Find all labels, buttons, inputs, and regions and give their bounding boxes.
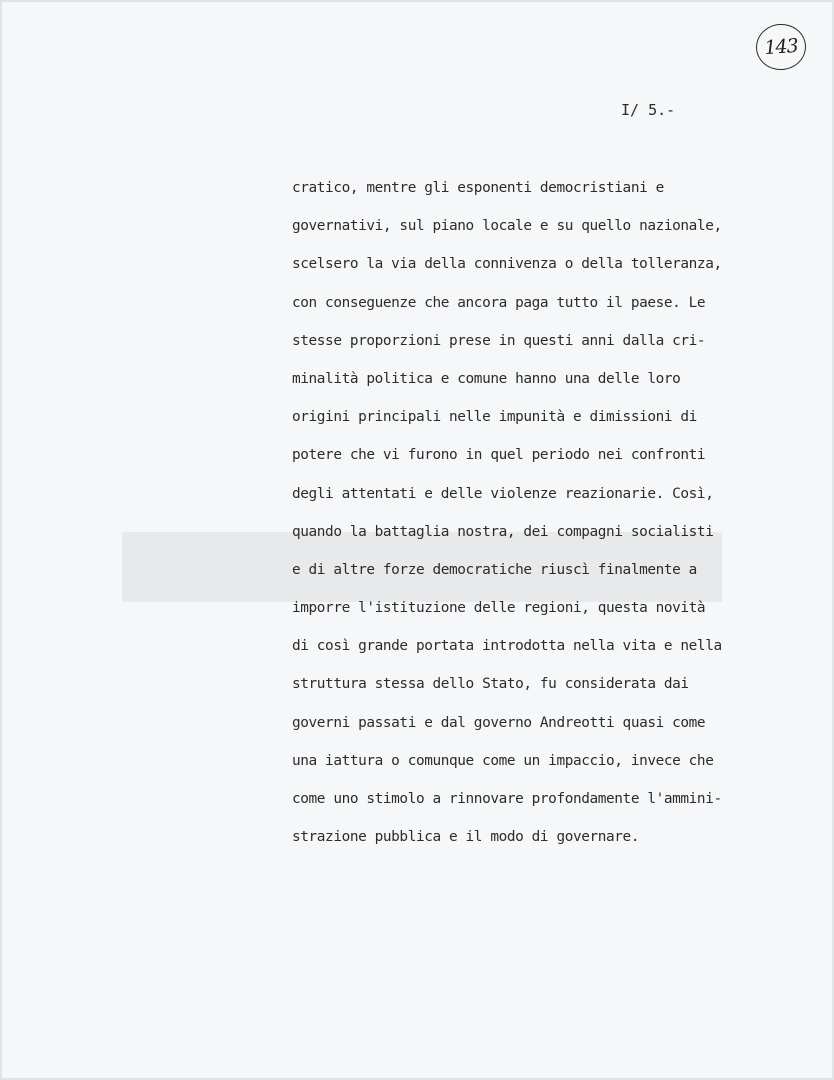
text-line: cratico, mentre gli esponenti democristiani e <box>292 180 664 196</box>
text-line: potere che vi furono in quel periodo nei confronti <box>292 447 706 464</box>
text-line: come uno stimolo a rinnovare profondamente l'ammini- <box>292 791 722 807</box>
text-line: con conseguenze che ancora paga tutto il paese. Le <box>292 294 706 311</box>
archive-page-stamp: 143 <box>754 22 807 71</box>
text-line: di così grande portata introdotta nella vita e nella <box>292 638 722 655</box>
text-line: degli attentati e delle violenze reazionarie. Così, <box>292 485 714 502</box>
text-line: strazione pubblica e il modo di governare. <box>292 829 640 846</box>
text-line: minalità politica e comune hanno una delle loro <box>292 370 681 387</box>
typed-body-text <box>292 178 827 865</box>
text-line: struttura stessa dello Stato, fu considerata dai <box>292 676 689 693</box>
text-line: scelsero la via della connivenza o della tolleranza, <box>292 256 722 273</box>
text-line: origini principali nelle impunità e dimissioni di <box>292 409 697 426</box>
text-line: stesse proporzioni prese in questi anni dalla cri- <box>292 332 706 349</box>
text-line: imporre l'istituzione delle regioni, questa novità <box>292 600 706 617</box>
page-number: I/ 5.- <box>621 101 676 119</box>
text-line: e di altre forze democratiche riuscì finalmente a <box>292 561 697 578</box>
text-line: quando la battaglia nostra, dei compagni socialisti <box>292 523 714 540</box>
text-line: governativi, sul piano locale e su quello nazionale, <box>292 218 722 235</box>
text-line: governi passati e dal governo Andreotti quasi come <box>292 714 706 731</box>
text-line: una iattura o comunque come un impaccio, invece che <box>292 752 714 769</box>
